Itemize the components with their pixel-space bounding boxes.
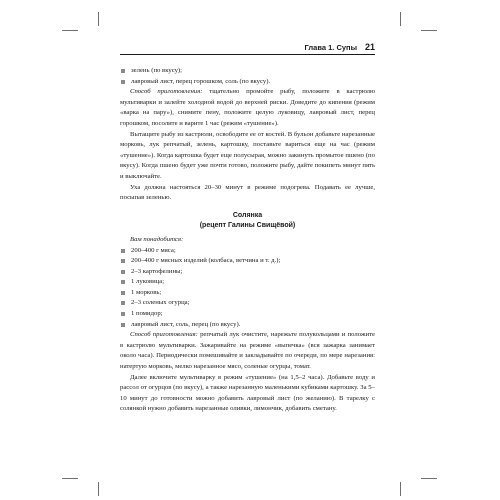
chapter-title: Глава 1. Супы: [304, 42, 357, 52]
ingredient-item: лавровый лист, соль, перец (по вкусу).: [120, 320, 375, 331]
fish-method-paragraph: [120, 87, 375, 129]
running-header: [120, 40, 375, 55]
crop-mark-top-left-v: [98, 12, 99, 26]
method-text: репчатый лук очистите, нарежьте полукольцами и положите в кастрюлю мультиварки. Зажаривайте на режиме «выпечка» (вся зажарка занимает около часа). Периодически помешивайте и закладывайте по очереди, по мере нарезания: натертую морковь, мелко нарезанное мясо, соленые огурцы, томат.: [120, 331, 375, 371]
bullet-icon: [121, 249, 125, 253]
ingredient-item: 1 морковь;: [120, 288, 375, 299]
recipe-title: Солянка: [232, 211, 263, 219]
method-paragraph: [120, 330, 375, 372]
method-label: Способ приготовления:: [130, 88, 203, 96]
bullet-icon: [121, 291, 125, 295]
ingredient-item: 2–3 картофелины;: [120, 267, 375, 278]
crop-mark-bottom-left-v: [98, 482, 99, 496]
crop-mark-top-left-h: [62, 30, 78, 31]
crop-mark-top-right-v: [400, 12, 401, 26]
bullet-icon: [121, 80, 125, 84]
paragraph: Далее включите мультиварку в режим «тушение» (на 1,5–2 часа). Добавьте воду и рассол от огурцов (по вкусу), а также нарезанную маленькими кубиками картошку. За 5–10 минут до готовности можно добавить лавровый лист (по желанию). В тарелку с солянкой нужно добавить нарезанные оливки, лимончик, добавить сметану.: [120, 373, 375, 413]
crop-mark-top-right-h: [421, 30, 437, 31]
bullet-icon: [121, 259, 125, 263]
bullet-icon: [121, 301, 125, 305]
ingredient-item: 2–3 соленых огурца;: [120, 298, 375, 309]
bullet-icon: [121, 280, 125, 284]
ingredient-item: 1 луковица;: [120, 277, 375, 288]
recipe-subtitle: (рецепт Галины Свищёвой): [199, 222, 296, 230]
list-item: лавровый лист, перец горошком, соль (по вкусу).: [120, 77, 375, 88]
ingredients-label: Вам понадобится:: [130, 235, 184, 243]
bullet-icon: [121, 270, 125, 274]
method-label: Способ приготовления:: [130, 331, 198, 339]
paragraph: Вытащите рыбу из кастрюли, освободите ее от костей. В бульон добавьте нарезанные морковь, лук репчатый, зелень, картошку, поставьте вариться еще на час (режим «тушение»). Когда картошка будет еще полусырая, можно закинуть промытое пшено (по вкусу). Когда пшено будет уже почти готово, положите рыбу, дайте покипеть минут пять и выключайте.: [120, 130, 375, 180]
ingredient-item: 200–400 г мяса;: [120, 246, 375, 257]
ingredient-item: 1 помидор;: [120, 309, 375, 320]
bullet-icon: [121, 312, 125, 316]
page-body: [120, 66, 375, 415]
bullet-icon: [121, 323, 125, 327]
crop-mark-bottom-right-v: [400, 482, 401, 496]
paragraph: Уха должна настояться 20–30 минут в режиме подогрева. Подавать ее лучше, посыпав зеленью.: [120, 183, 375, 202]
bullet-icon: [121, 69, 125, 73]
method-text: тщательно промойте рыбу, положите в кастрюлю мультиварки и залейте холодной водой до верхней риски. Доведите до кипения (режим «варка на пару»), снимите пену, положите целую луковицу, лавровый лист, перец горошком, посолите и варите 1 час (режим «тушение»).: [120, 88, 375, 127]
list-item: зелень (по вкусу);: [120, 66, 375, 77]
crop-mark-bottom-right-h: [421, 478, 437, 479]
crop-mark-bottom-left-h: [62, 478, 78, 479]
ingredient-item: 200–400 г мясных изделий (колбаса, ветчина и т. д.);: [120, 256, 375, 267]
page-number: 21: [364, 42, 375, 52]
